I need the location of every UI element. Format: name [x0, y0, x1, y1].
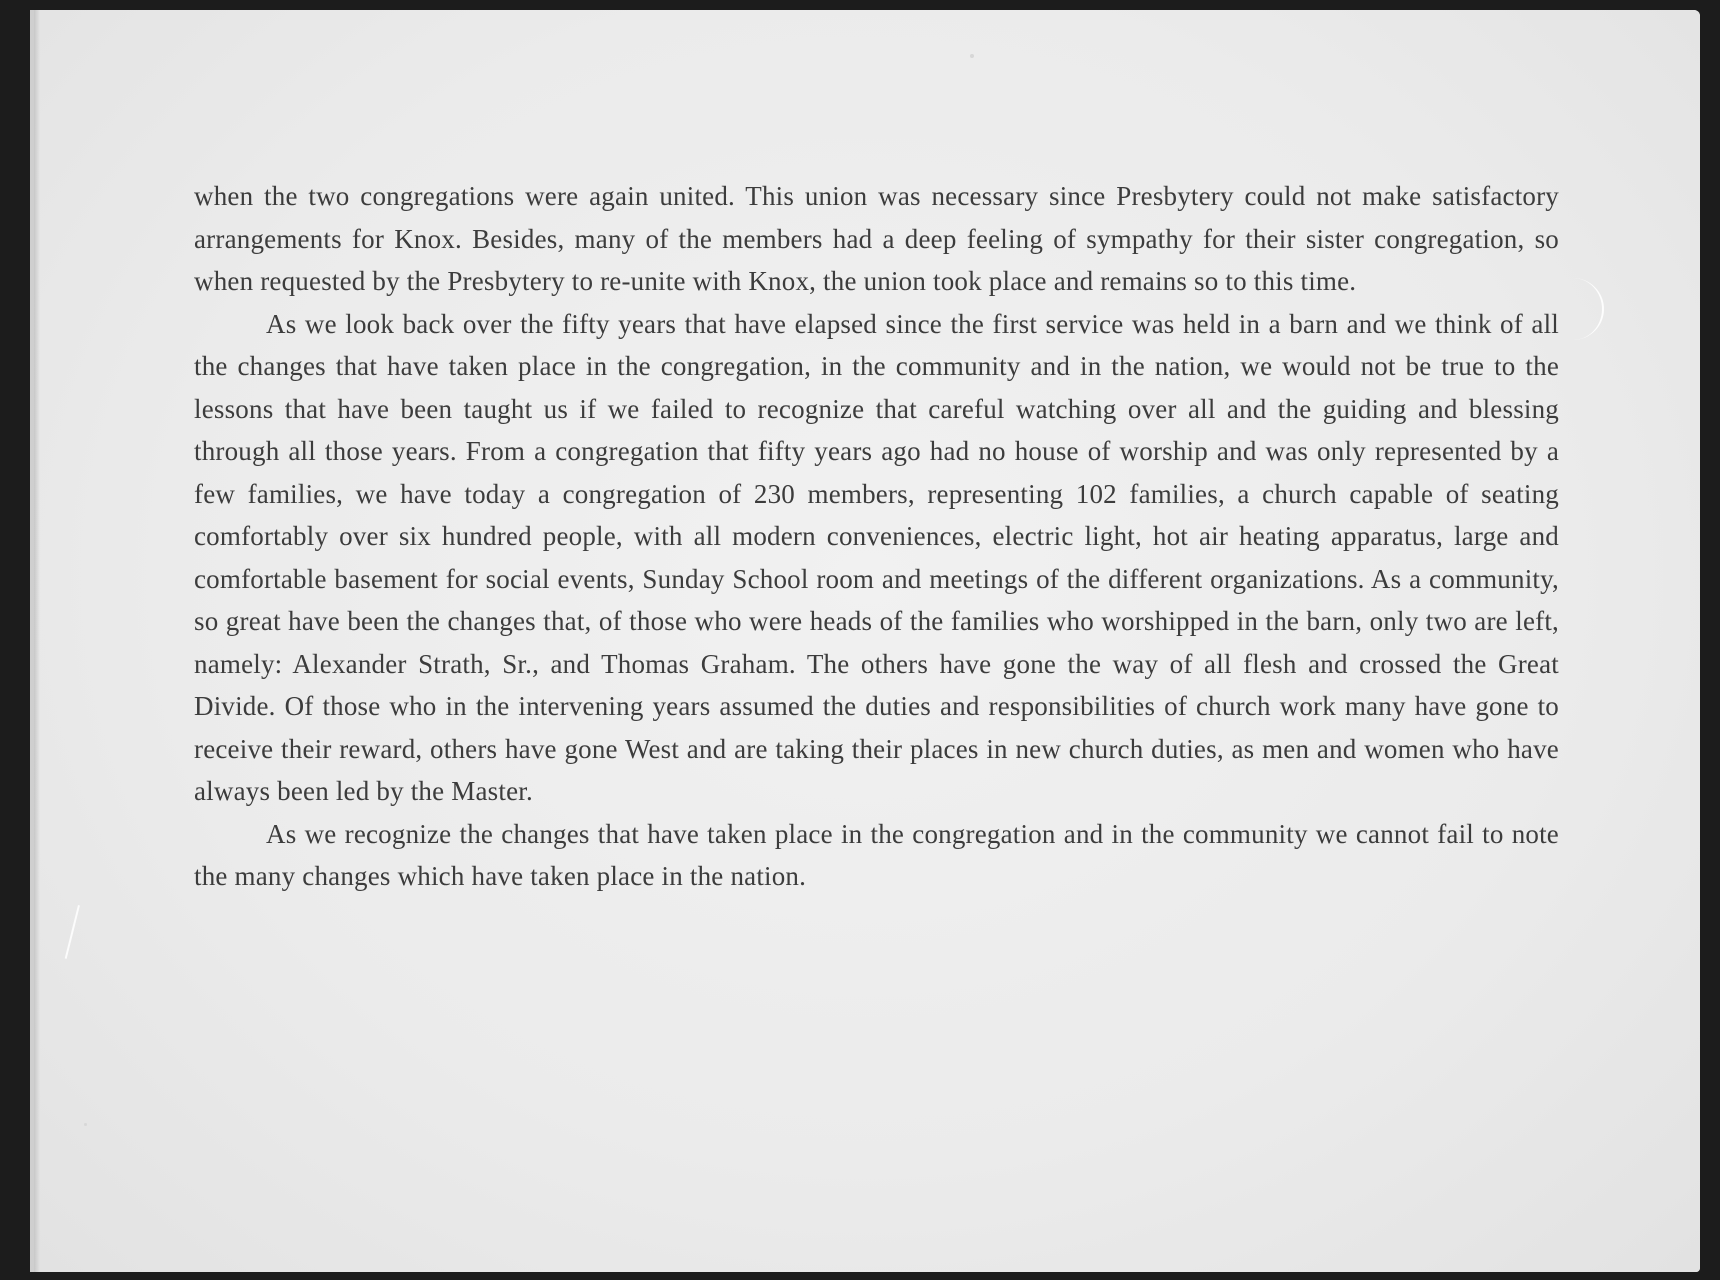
- film-scratch-arc: [1564, 278, 1604, 340]
- paragraph-2: As we look back over the fifty years that have elapsed since the first service was held in a barn and we think of all the changes that have taken place in the congregation, in the community and in the nation, we would not be true to the lessons that have been taught us if we failed to recognize that careful watching over all and the guiding and blessing through all those years. From a congregation that fifty years ago had no house of worship and was only represented by a few families, we have today a congregation of 230 members, representing 102 families, a church capable of seating comfortably over six hundred people, with all modern conveniences, electric light, hot air heating apparatus, large and comfortable basement for social events, Sunday School room and meetings of the different organizations. As a community, so great have been the changes that, of those who were heads of the families who worshipped in the barn, only two are left, namely: Alexander Strath, Sr., and Thomas Graham. The others have gone the way of all flesh and crossed the Great Divide. Of those who in the intervening years assumed the duties and responsibilities of church work many have gone to receive their reward, others have gone West and are taking their places in new church duties, as men and women who have always been led by the Master.: [194, 308, 1559, 806]
- dust-speck: [84, 1123, 87, 1126]
- film-scratch-line: [65, 905, 80, 959]
- body-text: [194, 175, 1559, 898]
- dust-speck: [970, 54, 974, 58]
- paragraph-1: when the two congregations were again united. This union was necessary since Presbytery could not make satisfactory arrangements for Knox. Besides, many of the members had a deep feeling of sympathy for their sister congregation, so when requested by the Presbytery to re-unite with Knox, the union took place and remains so to this time.: [194, 181, 1559, 296]
- page-gutter: [34, 10, 40, 1272]
- paragraph-3: As we recognize the changes that have taken place in the congregation and in the community we cannot fail to note the many changes which have taken place in the nation.: [194, 818, 1559, 891]
- book-page: [30, 10, 1700, 1272]
